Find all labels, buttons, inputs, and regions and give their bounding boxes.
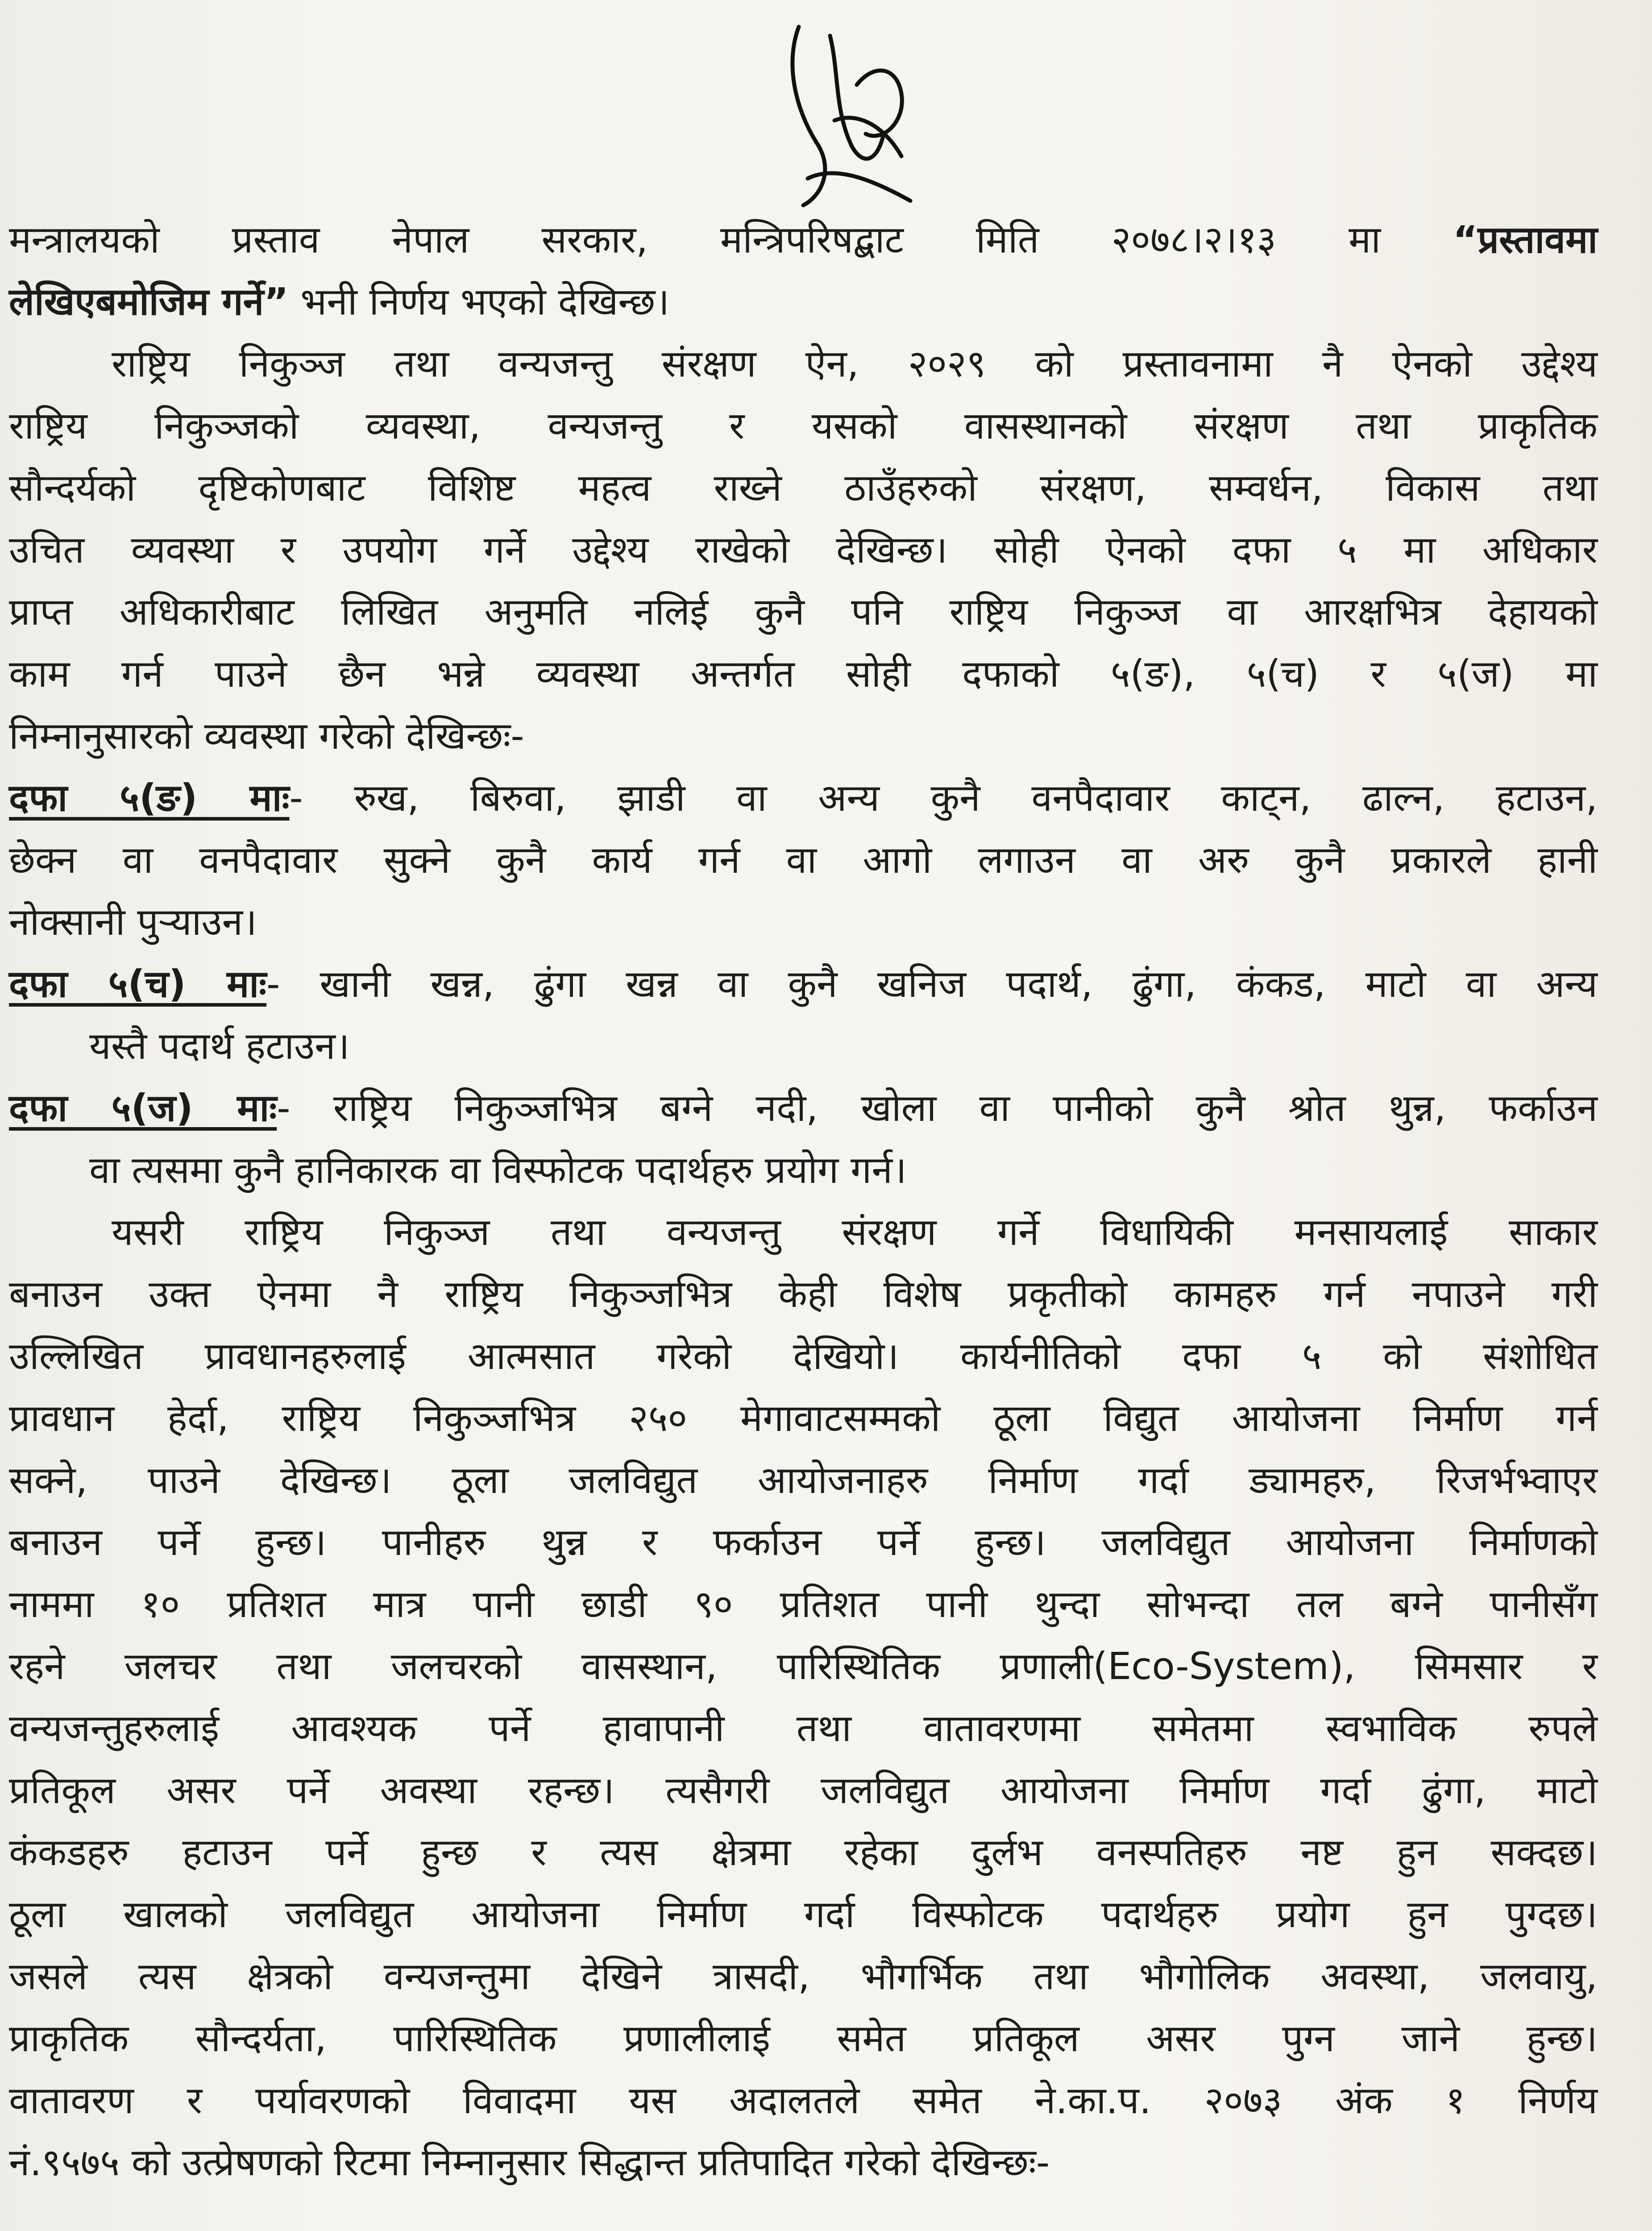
clause-cha-line1: दफा ५(च) माः- खानी खन्न, ढुंगा खन्न वा कुनै खनिज पदार्थ, ढुंगा, कंकड, माटो वा अन्य — [9, 962, 1598, 1006]
para3-line: बनाउन पर्ने हुन्छ। पानीहरु थुन्न र फर्काउन पर्ने हुन्छ। जलविद्युत आयोजना निर्माणको — [9, 1520, 1598, 1564]
clause-nga-heading: दफा ५(ङ) माः — [9, 776, 290, 820]
para3-line: कंकडहरु हटाउन पर्ने हुन्छ र त्यस क्षेत्रमा रहेका दुर्लभ वनस्पतिहरु नष्ट हुन सक्दछ। — [9, 1830, 1598, 1874]
para2-line: राष्ट्रिय निकुञ्जको व्यवस्था, वन्यजन्तु र यसको वासस्थानको संरक्षण तथा प्राकृतिक — [9, 404, 1598, 448]
clause-nga-line: नोक्सानी पुर्‍याउन। — [9, 900, 257, 944]
para3-line: उल्लिखित प्रावधानहरुलाई आत्मसात गरेको देखियो। कार्यनीतिको दफा ५ को संशोधित — [9, 1334, 1598, 1378]
clause-ja-line1: दफा ५(ज) माः- राष्ट्रिय निकुञ्जभित्र बग्ने नदी, खोला वा पानीको कुनै श्रोत थुन्न, फर्काउन — [9, 1086, 1598, 1130]
clause-nga-line: छेक्न वा वनपैदावार सुक्ने कुनै कार्य गर्न वा आगो लगाउन वा अरु कुनै प्रकारले हानी — [9, 838, 1598, 882]
clause-nga-line1: दफा ५(ङ) माः- रुख, बिरुवा, झाडी वा अन्य कुनै वनपैदावार काट्न, ढाल्न, हटाउन, — [9, 776, 1598, 820]
para3-line: प्रतिकूल असर पर्ने अवस्था रहन्छ। त्यसैगरी जलविद्युत आयोजना निर्माण गर्दा ढुंगा, माटो — [9, 1768, 1598, 1812]
para3-line: बनाउन उक्त ऐनमा नै राष्ट्रिय निकुञ्जभित्र केही विशेष प्रकृतीको कामहरु गर्न नपाउने गरी — [9, 1272, 1598, 1316]
para3-line: ठूला खालको जलविद्युत आयोजना निर्माण गर्दा विस्फोटक पदार्थहरु प्रयोग हुन पुग्दछ। — [9, 1892, 1598, 1936]
para2-line: राष्ट्रिय निकुञ्ज तथा वन्यजन्तु संरक्षण ऐन, २०२९ को प्रस्तावनामा नै ऐनको उद्देश्य — [112, 342, 1598, 386]
para2-line: निम्नानुसारको व्यवस्था गरेको देखिन्छः- — [9, 714, 524, 758]
signature-top — [768, 9, 928, 219]
para3-line: सक्ने, पाउने देखिन्छ। ठूला जलविद्युत आयोजनाहरु निर्माण गर्दा ड्यामहरु, रिजर्भभ्वाएर — [9, 1458, 1598, 1502]
clause-cha-heading: दफा ५(च) माः — [9, 962, 267, 1006]
clause-ja-heading: दफा ५(ज) माः — [9, 1086, 277, 1130]
para2-line: उचित व्यवस्था र उपयोग गर्ने उद्देश्य राखेको देखिन्छ। सोही ऐनको दफा ५ मा अधिकार — [9, 528, 1598, 572]
document-body — [9, 210, 1598, 2194]
para1-line1: मन्त्रालयको प्रस्ताव नेपाल सरकार, मन्त्रिपरिषद्बाट मिति २०७८।२।१३ मा “प्रस्तावमा — [9, 218, 1598, 261]
signature-icon — [768, 9, 928, 219]
para2-line: काम गर्न पाउने छैन भन्ने व्यवस्था अन्तर्गत सोही दफाको ५(ङ), ५(च) र ५(ज) मा — [9, 652, 1598, 696]
para3-line: प्राकृतिक सौन्दर्यता, पारिस्थितिक प्रणालीलाई समेत प्रतिकूल असर पुग्न जाने हुन्छ। — [9, 2016, 1598, 2060]
para3-line: रहने जलचर तथा जलचरको वासस्थान, पारिस्थितिक प्रणाली(Eco-System), सिमसार र — [9, 1644, 1598, 1688]
para3-line: नं.९५७५ को उत्प्रेषणको रिटमा निम्नानुसार सिद्धान्त प्रतिपादित गरेको देखिन्छः- — [9, 2140, 1050, 2184]
clause-ja-line: वा त्यसमा कुनै हानिकारक वा विस्फोटक पदार्थहरु प्रयोग गर्न। — [89, 1148, 907, 1192]
para2-line: सौन्दर्यको दृष्टिकोणबाट विशिष्ट महत्व राख्ने ठाउँहरुको संरक्षण, सम्वर्धन, विकास तथा — [9, 466, 1598, 510]
para2-line: प्राप्त अधिकारीबाट लिखित अनुमति नलिई कुनै पनि राष्ट्रिय निकुञ्ज वा आरक्षभित्र देहायको — [9, 590, 1598, 634]
para3-line: नाममा १० प्रतिशत मात्र पानी छाडी ९० प्रतिशत पानी थुन्दा सोभन्दा तल बग्ने पानीसँग — [9, 1582, 1598, 1626]
para3-line: प्रावधान हेर्दा, राष्ट्रिय निकुञ्जभित्र २५० मेगावाटसम्मको ठूला विद्युत आयोजना निर्माण गर्न — [9, 1396, 1598, 1440]
clause-cha-line: यस्तै पदार्थ हटाउन। — [89, 1024, 350, 1068]
para1-line2: लेखिएबमोजिम गर्ने” भनी निर्णय भएको देखिन्छ। — [9, 280, 670, 323]
para3-line: वातावरण र पर्यावरणको विवादमा यस अदालतले समेत ने.का.प. २०७३ अंक १ निर्णय — [9, 2078, 1598, 2122]
para3-line: वन्यजन्तुहरुलाई आवश्यक पर्ने हावापानी तथा वातावरणमा समेतमा स्वभाविक रुपले — [9, 1706, 1598, 1750]
para3-line: यसरी राष्ट्रिय निकुञ्ज तथा वन्यजन्तु संरक्षण गर्ने विधायिकी मनसायलाई साकार — [112, 1210, 1598, 1254]
para3-line: जसले त्यस क्षेत्रको वन्यजन्तुमा देखिने त्रासदी, भौगर्भिक तथा भौगोलिक अवस्था, जलवायु, — [9, 1954, 1598, 1998]
